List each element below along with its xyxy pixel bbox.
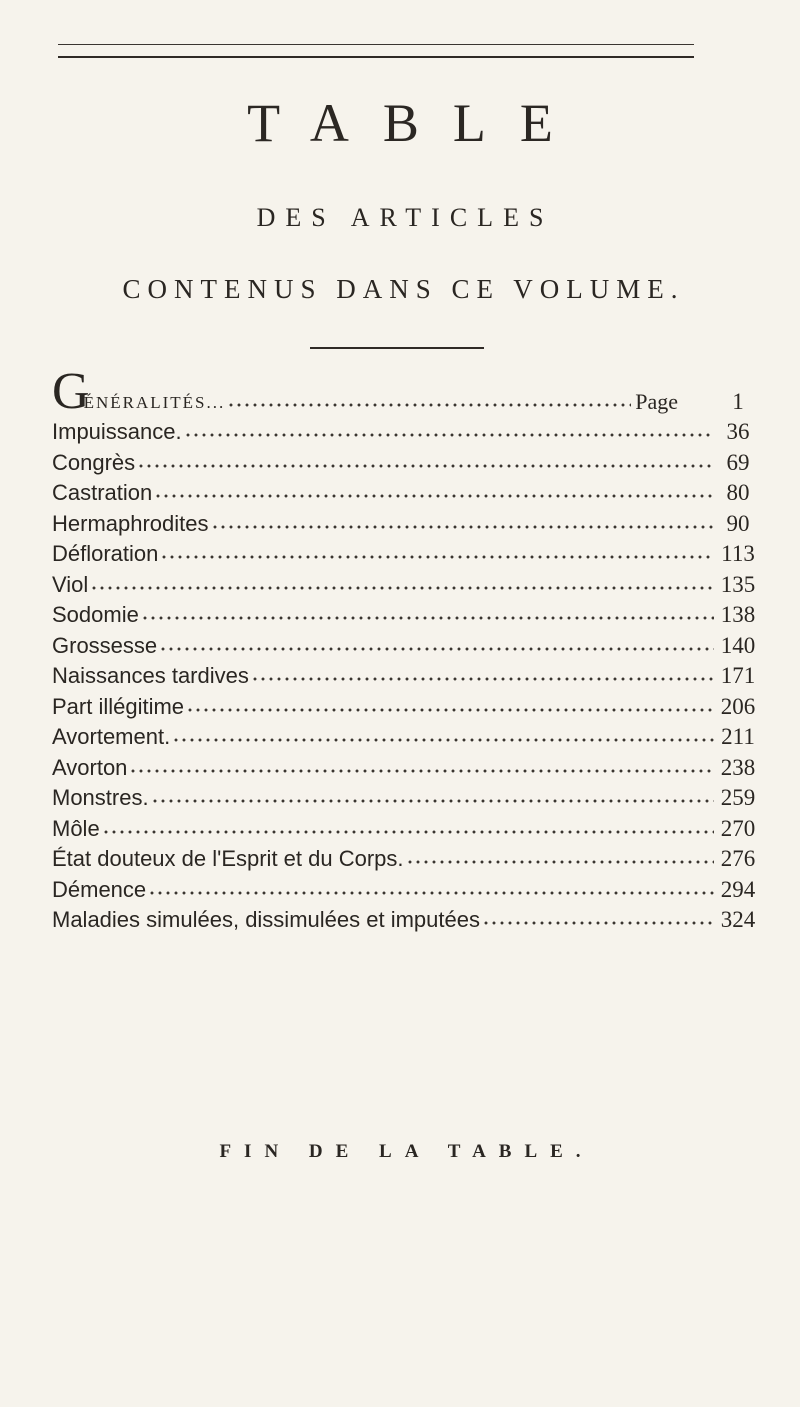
toc-entry — [52, 840, 758, 871]
toc-entry — [52, 474, 758, 505]
toc-entry-page: 324 — [720, 907, 756, 932]
toc-entry-label: Impuissance. — [52, 419, 182, 444]
toc-entry-page: 270 — [720, 815, 756, 841]
toc-entry-label-rest: ÉNÉRALITÉS... — [83, 392, 226, 412]
drop-cap: G — [52, 362, 84, 420]
toc-entry — [52, 362, 758, 420]
toc-entry — [52, 565, 758, 596]
toc-entry-page: 113 — [721, 541, 755, 566]
toc-entry-label: Monstres. — [52, 785, 149, 810]
toc-entry-label: Sodomie — [52, 602, 139, 627]
dot-leader — [160, 553, 714, 561]
toc-entry — [52, 687, 758, 718]
toc-entry-page: 206 — [720, 693, 756, 719]
toc-entry-label: Grossesse — [52, 632, 158, 658]
section-divider — [310, 347, 484, 349]
dot-leader — [251, 675, 714, 683]
toc-entry-page: 36 — [726, 419, 750, 444]
toc-entry-page: 1 — [732, 388, 744, 414]
toc-entry-label: Avortement. — [52, 724, 171, 749]
toc-entry-page: 259 — [720, 785, 756, 810]
toc-entry — [52, 443, 758, 474]
dot-leader — [172, 736, 714, 744]
dot-leader — [148, 889, 714, 897]
toc-entry — [52, 870, 758, 901]
toc-entry-label: Hermaphrodites — [52, 510, 209, 536]
dot-leader — [102, 828, 714, 836]
toc-entry — [52, 626, 758, 657]
toc-entry — [52, 718, 758, 749]
toc-entry — [52, 809, 758, 840]
dot-leader — [154, 492, 714, 500]
dot-leader — [90, 584, 714, 592]
toc-entry-label: Castration — [52, 480, 153, 505]
page-word: Page — [635, 388, 678, 414]
toc-entry — [52, 901, 758, 932]
toc-entry-label: Naissances tardives — [52, 663, 249, 688]
page-subtitle: DES ARTICLES — [256, 203, 554, 232]
table-of-contents — [52, 362, 758, 932]
dot-leader — [482, 919, 714, 927]
toc-entry — [52, 748, 758, 779]
page-title: TABLE — [247, 93, 587, 153]
dot-leader — [211, 523, 714, 531]
toc-entry-page: 294 — [720, 876, 756, 902]
dot-leader — [151, 797, 714, 805]
toc-entry — [52, 657, 758, 688]
toc-entry-label — [52, 362, 226, 420]
dot-leader — [137, 462, 714, 470]
toc-entry-label: Défloration — [52, 541, 159, 566]
toc-entry-page: 69 — [726, 449, 750, 475]
toc-entry-page: 138 — [720, 602, 756, 627]
page-subtitle-secondary: CONTENUS DANS CE VOLUME. — [122, 274, 685, 304]
dot-leader — [406, 858, 714, 866]
dot-leader — [129, 767, 714, 775]
toc-entry-label: Part illégitime — [52, 693, 185, 719]
toc-entry — [52, 596, 758, 627]
toc-entry-label: Viol — [52, 571, 89, 597]
top-rule-thick — [58, 56, 694, 58]
toc-entry — [52, 535, 758, 566]
toc-entry-page: 140 — [720, 632, 756, 658]
toc-entry-page: 171 — [720, 663, 756, 688]
end-of-table: FIN DE LA TABLE. — [219, 1141, 594, 1162]
toc-entry-label: Môle — [52, 815, 100, 841]
toc-entry-label: État douteux de l'Esprit et du Corps. — [52, 846, 404, 871]
toc-entry-page: 80 — [726, 480, 750, 505]
dot-leader — [227, 401, 631, 409]
dot-leader — [184, 431, 714, 439]
toc-entry — [52, 413, 758, 444]
dot-leader — [186, 706, 714, 714]
top-rule — [58, 44, 694, 45]
toc-entry-label: Démence — [52, 876, 147, 902]
dot-leader — [141, 614, 714, 622]
toc-entry-page: 211 — [721, 724, 755, 749]
toc-entry-page: 90 — [726, 510, 750, 536]
dot-leader — [159, 645, 714, 653]
toc-entry-page: 135 — [720, 571, 756, 597]
toc-entry-page: 276 — [720, 846, 756, 871]
toc-entry-page: 238 — [720, 754, 756, 780]
toc-entry — [52, 779, 758, 810]
toc-entry-label: Maladies simulées, dissimulées et imputées — [52, 907, 480, 932]
toc-entry — [52, 504, 758, 535]
toc-entry-label: Congrès — [52, 449, 136, 475]
toc-entry-label: Avorton — [52, 754, 128, 780]
